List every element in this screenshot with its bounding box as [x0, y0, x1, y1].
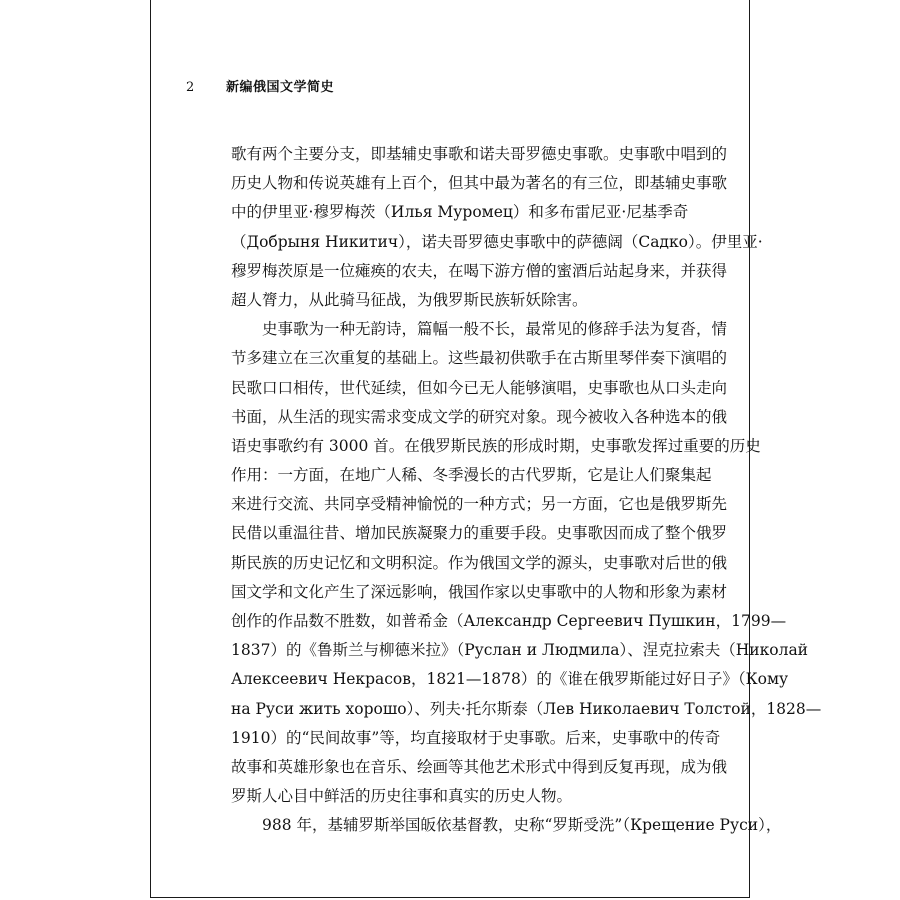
- text-line: 来进行交流、共同享受精神愉悦的一种方式；另一方面，它也是俄罗斯先: [231, 495, 728, 514]
- text-line: 988 年，基辅罗斯举国皈依基督教，史称“罗斯受洗”（Крещение Руси），: [262, 816, 782, 835]
- paragraph: [231, 315, 822, 811]
- text-line: （Добрыня Никитич），诺夫哥罗德史事歌中的萨德阔（Садко）。伊里亚·: [231, 232, 763, 251]
- text-line: 节多建立在三次重复的基础上。这些最初供歌手在古斯里琴伴奏下演唱的: [231, 349, 728, 368]
- text-line: 创作的作品数不胜数，如普希金（Александр Сергеевич Пушкин，1799—: [231, 612, 787, 630]
- text-line: 超人膂力，从此骑马征战，为俄罗斯民族斩妖除害。: [231, 290, 588, 309]
- text-line: 书面，从生活的现实需求变成文学的研究对象。现今被收入各种选本的俄: [231, 407, 728, 426]
- book-page: [150, 0, 822, 898]
- text-line: 穆罗梅茨原是一位瘫痪的农夫，在喝下游方僧的蜜酒后站起身来，并获得: [231, 261, 728, 280]
- text-line: 民借以重温往昔、增加民族凝聚力的重要手段。史事歌因而成了整个俄罗: [231, 524, 728, 543]
- text-line: 民歌口口相传，世代延续，但如今已无人能够演唱，史事歌也从口头走向: [231, 378, 728, 397]
- running-head: [186, 76, 334, 95]
- paragraph: [231, 811, 782, 840]
- text-line: 斯民族的历史记忆和文明积淀。作为俄国文学的源头，史事歌对后世的俄: [231, 553, 728, 572]
- body-text: [231, 140, 822, 841]
- text-line: 故事和英雄形象也在音乐、绘画等其他艺术形式中得到反复再现，成为俄: [231, 757, 728, 776]
- page-number: 2: [186, 80, 195, 95]
- text-line: 中的伊里亚·穆罗梅茨（Илья Муромец）和多布雷尼亚·尼基季奇: [231, 203, 689, 222]
- text-line: 历史人物和传说英雄有上百个，但其中最为著名的有三位，即基辅史事歌: [231, 174, 728, 193]
- text-line: 国文学和文化产生了深远影响，俄国作家以史事歌中的人物和形象为素材: [231, 582, 728, 601]
- text-line: 语史事歌约有 3000 首。在俄罗斯民族的形成时期，史事歌发挥过重要的历史: [231, 436, 761, 455]
- text-line: 作用：一方面，在地广人稀、冬季漫长的古代罗斯，它是让人们聚集起: [231, 466, 712, 485]
- running-title: 新编俄国文学简史: [226, 80, 335, 95]
- text-line: 1910）的“民间故事”等，均直接取材于史事歌。后来，史事歌中的传奇: [231, 728, 721, 747]
- text-line: Алексеевич Некрасов，1821—1878）的《谁在俄罗斯能过好日子》（Кому: [231, 670, 789, 689]
- text-line: 1837）的《鲁斯兰与柳德米拉》（Руслан и Людмила）、涅克拉索夫（Николай: [231, 641, 809, 660]
- paragraph: [231, 140, 763, 315]
- text-line: 歌有两个主要分支，即基辅史事歌和诺夫哥罗德史事歌。史事歌中唱到的: [231, 145, 728, 163]
- text-line: 史事歌为一种无韵诗，篇幅一般不长，最常见的修辞手法为复沓，情: [262, 320, 728, 339]
- text-line: 罗斯人心目中鲜活的历史往事和真实的历史人物。: [231, 787, 573, 806]
- text-line: на Руси жить хорошо）、列夫·托尔斯泰（Лев Николаевич Толстой，1828—: [231, 699, 822, 718]
